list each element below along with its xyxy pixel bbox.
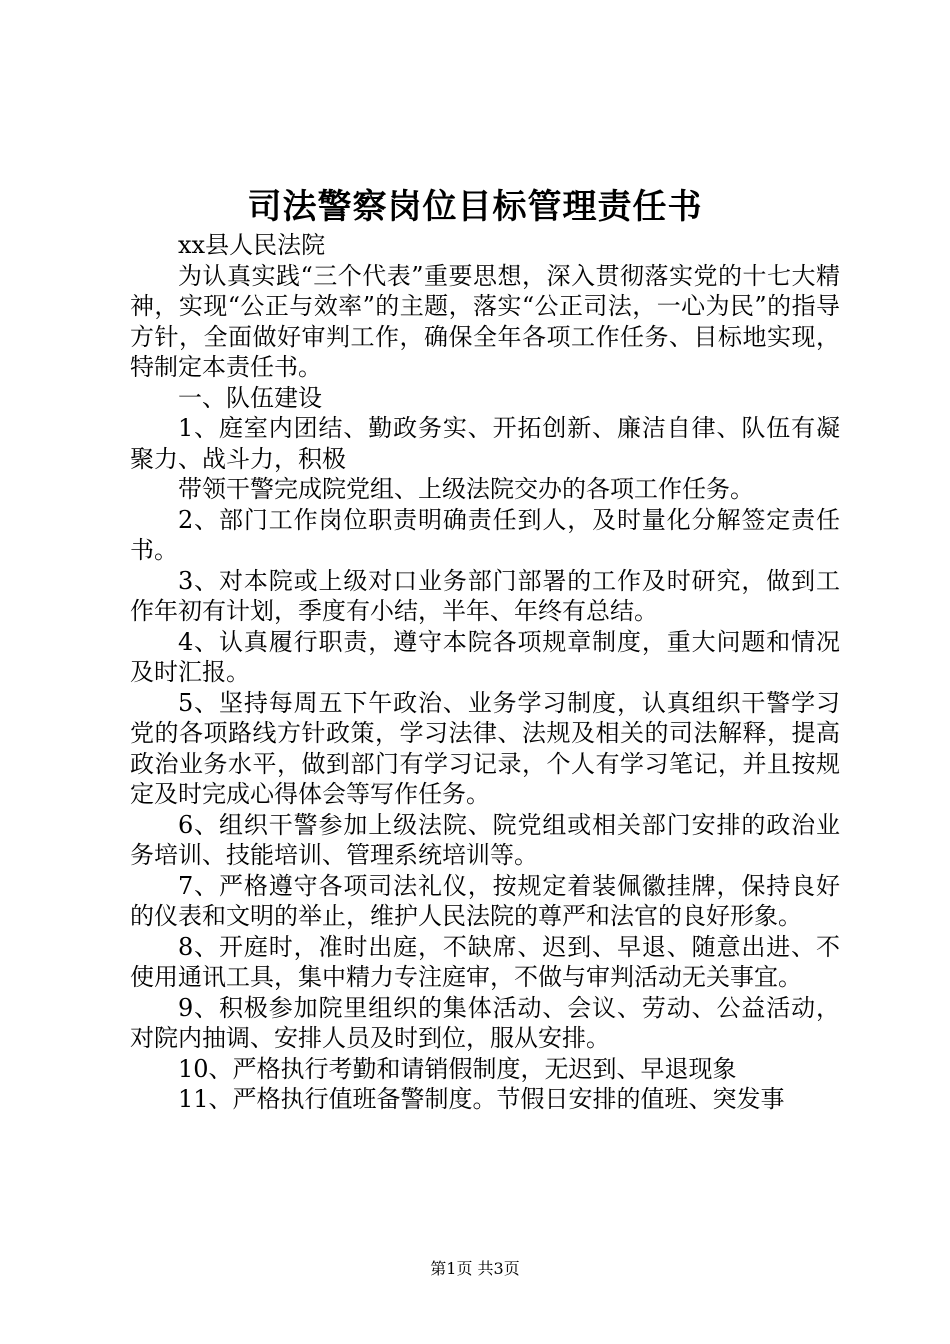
court-name: xx县人民法院 [178, 231, 326, 259]
item-paragraph: 3、对本院或上级对口业务部门部署的工作及时研究，做到工作年初有计划，季度有小结，半年、年终有总结。 [130, 566, 840, 625]
item-paragraph: 6、组织干警参加上级法院、院党组或相关部门安排的政治业务培训、技能培训、管理系统培训等。 [130, 810, 840, 869]
item-paragraph: 带领干警完成院党组、上级法院交办的各项工作任务。 [178, 475, 754, 503]
item-paragraph: 9、积极参加院里组织的集体活动、会议、劳动、公益活动，对院内抽调、安排人员及时到位，服从安排。 [130, 993, 840, 1052]
item-paragraph: 1、庭室内团结、勤政务实、开拓创新、廉洁自律、队伍有凝聚力、战斗力，积极 [130, 414, 840, 473]
page-footer: 第1页 共3页 [430, 1259, 520, 1278]
document-title: 司法警察岗位目标管理责任书 [247, 187, 703, 227]
document-body [130, 230, 840, 1115]
item-paragraph: 7、严格遵守各项司法礼仪，按规定着装佩徽挂牌，保持良好的仪表和文明的举止，维护人民法院的尊严和法官的良好形象。 [130, 871, 840, 930]
item-paragraph: 8、开庭时，准时出庭，不缺席、迟到、早退、随意出进、不使用通讯工具，集中精力专注庭审，不做与审判活动无关事宜。 [130, 932, 840, 991]
item-paragraph: 10、严格执行考勤和请销假制度，无迟到、早退现象 [178, 1054, 737, 1083]
item-paragraph: 11、严格执行值班备警制度。节假日安排的值班、突发事 [178, 1085, 785, 1113]
preamble-paragraph: 为认真实践“三个代表”重要思想，深入贯彻落实党的十七大精神，实现“公正与效率”的主题，落实“公正司法，一心为民”的指导方针，全面做好审判工作，确保全年各项工作任务、目标地实现，特制定本责任书。 [130, 261, 840, 381]
item-paragraph: 5、坚持每周五下午政治、业务学习制度，认真组织干警学习党的各项路线方针政策，学习法律、法规及相关的司法解释，提高政治业务水平，做到部门有学习记录，个人有学习笔记，并且按规定及时完成心得体会等写作任务。 [130, 688, 840, 808]
section-heading: 一、队伍建设 [178, 383, 322, 412]
item-paragraph: 2、部门工作岗位职责明确责任到人，及时量化分解签定责任书。 [130, 505, 840, 564]
item-paragraph: 4、认真履行职责，遵守本院各项规章制度，重大问题和情况及时汇报。 [130, 627, 840, 686]
